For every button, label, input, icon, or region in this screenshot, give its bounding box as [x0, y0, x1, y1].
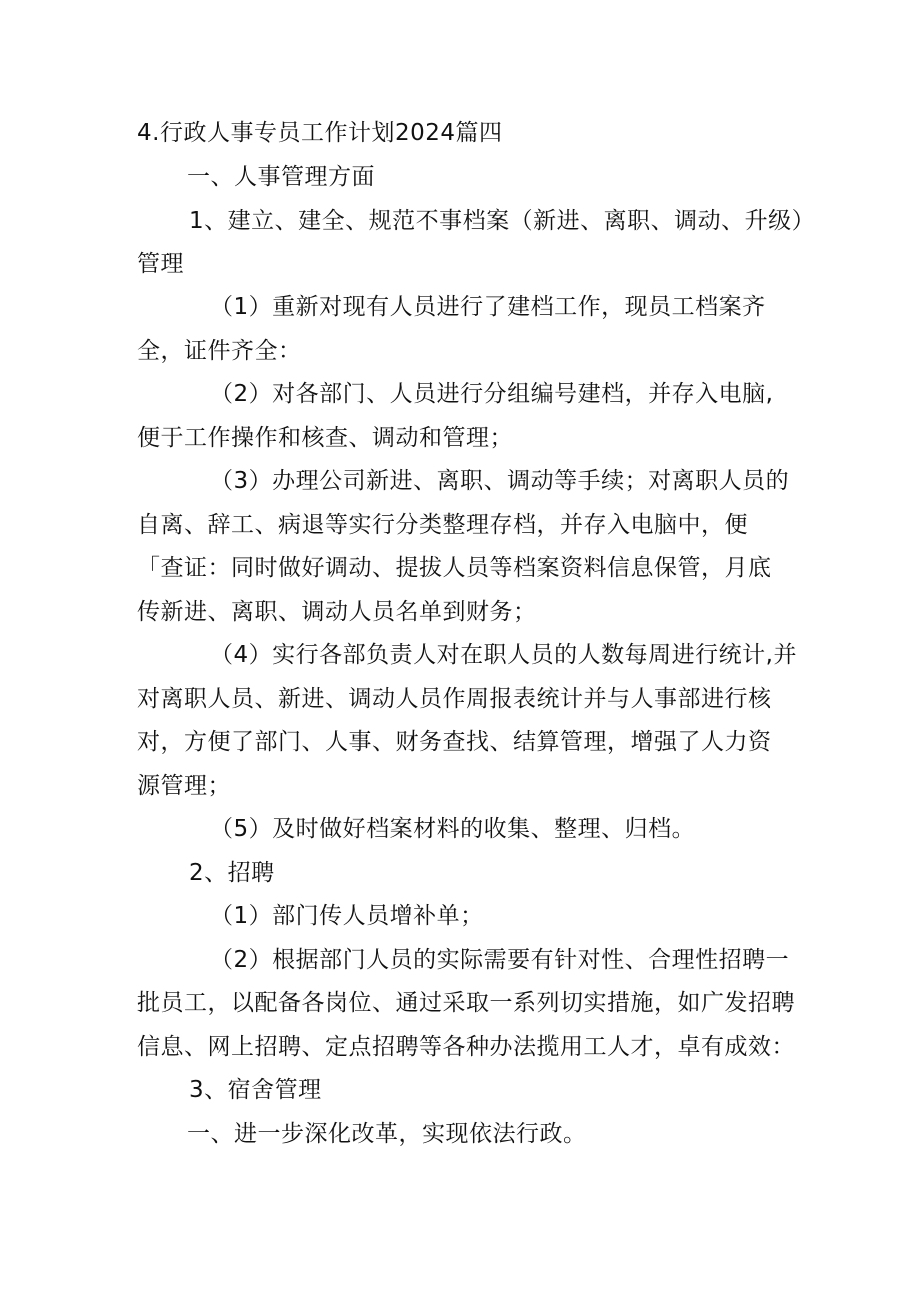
paragraph-line: 管理	[137, 251, 184, 277]
document-title: 4.行政人事专员工作计划2024篇四	[137, 120, 503, 146]
paragraph-line: 信息、网上招聘、定点招聘等各种办法揽用工人才，卓有成效：	[137, 1034, 795, 1060]
paragraph-line: 传新进、离职、调动人员名单到财务；	[137, 599, 537, 625]
paragraph-line: （2）根据部门人员的实际需要有针对性、合理性招聘一	[210, 947, 790, 973]
paragraph-line: 自离、辞工、病退等实行分类整理存档，并存入电脑中，便	[137, 512, 748, 538]
paragraph-line: 「查证：同时做好调动、提拔人员等档案资料信息保管，月底	[137, 555, 772, 581]
paragraph-line: 对，方便了部门、人事、财务查找、结算管理，增强了人力资	[137, 729, 772, 755]
paragraph-line: 批员工，以配备各岗位、通过采取一系列切实措施，如广发招聘	[137, 990, 795, 1016]
paragraph-line: 源管理；	[137, 773, 231, 799]
subsection-heading: 2、招聘	[189, 860, 275, 886]
paragraph-line: （3）办理公司新进、离职、调动等手续；对离职人员的	[210, 468, 790, 494]
subsection-heading: 1、建立、建全、规范不事档案（新进、离职、调动、升级）	[189, 208, 816, 234]
paragraph-line: 全，证件齐全：	[137, 338, 302, 364]
subsection-heading: 3、宿舍管理	[189, 1077, 322, 1103]
paragraph-line: （1）重新对现有人员进行了建档工作，现员工档案齐	[210, 294, 766, 320]
paragraph-line: 对离职人员、新进、调动人员作周报表统计并与人事部进行核	[137, 686, 772, 712]
paragraph-line: （4）实行各部负责人对在职人员的人数每周进行统计,并	[210, 642, 797, 668]
paragraph-line: （2）对各部门、人员进行分组编号建档，并存入电脑,	[210, 381, 774, 407]
paragraph-line: （1）部门传人员增补单；	[210, 903, 484, 929]
section-heading: 一、进一步深化改革，实现依法行政。	[187, 1121, 587, 1147]
section-heading: 一、人事管理方面	[187, 164, 375, 190]
paragraph-line: 便于工作操作和核查、调动和管理；	[137, 425, 513, 451]
paragraph-line: （5）及时做好档案材料的收集、整理、归档。	[210, 816, 696, 842]
